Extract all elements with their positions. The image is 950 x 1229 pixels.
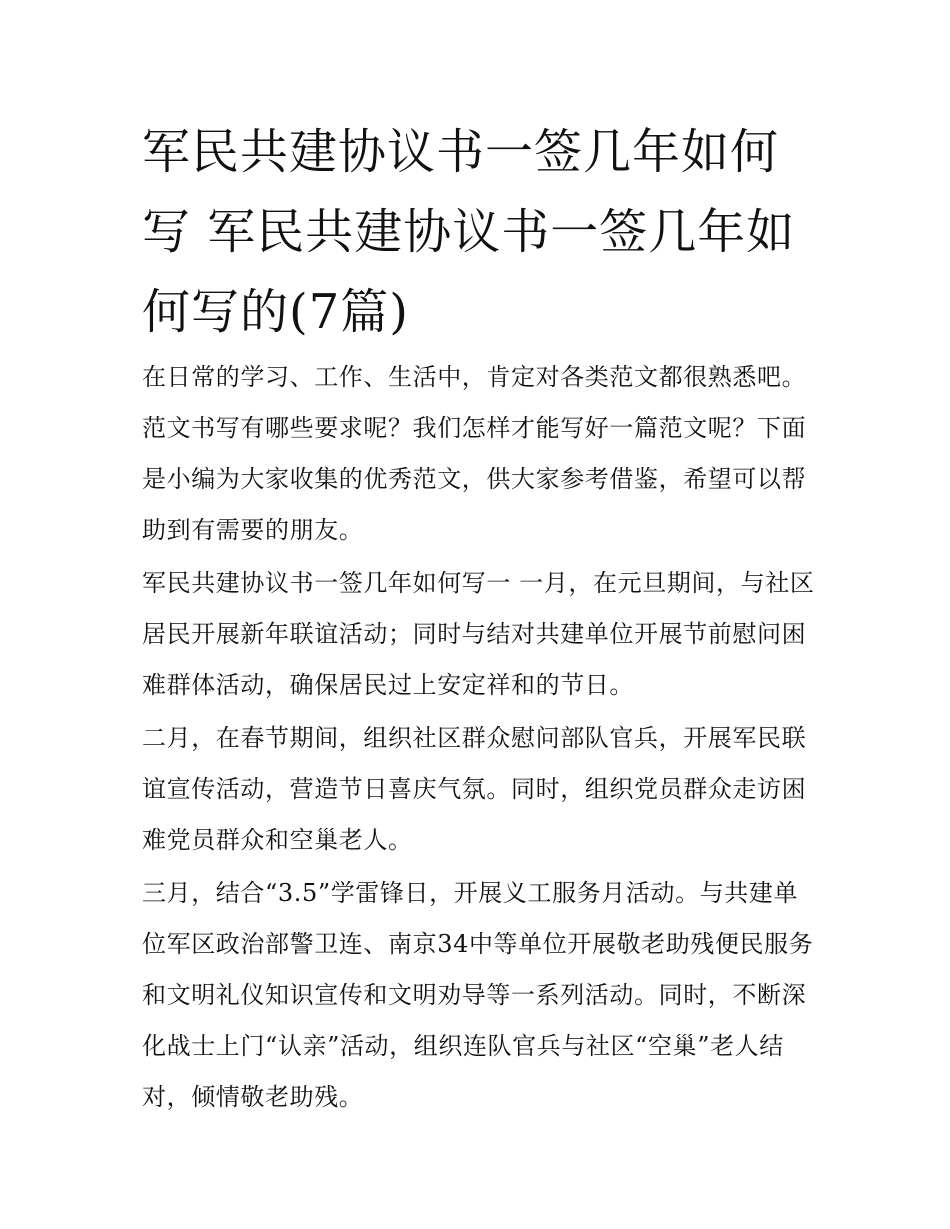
paragraph-january: 军民共建协议书一签几年如何写一 一月，在元旦期间，与社区居民开展新年联谊活动；同时与结对共建单位开展节前慰问困难群体活动，确保居民过上安定祥和的节日。 [142,569,815,699]
paragraph-intro: 在日常的学习、工作、生活中，肯定对各类范文都很熟悉吧。范文书写有哪些要求呢？我们怎样才能写好一篇范文呢？下面是小编为大家收集的优秀范文，供大家参考借鉴，希望可以帮助到有需要的朋友。 [142,363,807,544]
document-body [142,352,817,1125]
paragraph-february: 二月，在春节期间，组织社区群众慰问部队官兵，开展军民联谊宣传活动，营造节日喜庆气氛。同时，组织党员群众走访困难党员群众和空巢老人。 [142,724,807,854]
document-title: 军民共建协议书一签几年如何写 军民共建协议书一签几年如何写的(7篇) [142,124,796,340]
paragraph-march: 三月，结合“3.5”学雷锋日，开展义工服务月活动。与共建单位军区政治部警卫连、南京34中等单位开展敬老助残便民服务和文明礼仪知识宣传和文明劝导等一系列活动。同时，不断深化战士上门“认亲”活动，组织连队官兵与社区“空巢”老人结对，倾情敬老助残。 [142,879,814,1111]
